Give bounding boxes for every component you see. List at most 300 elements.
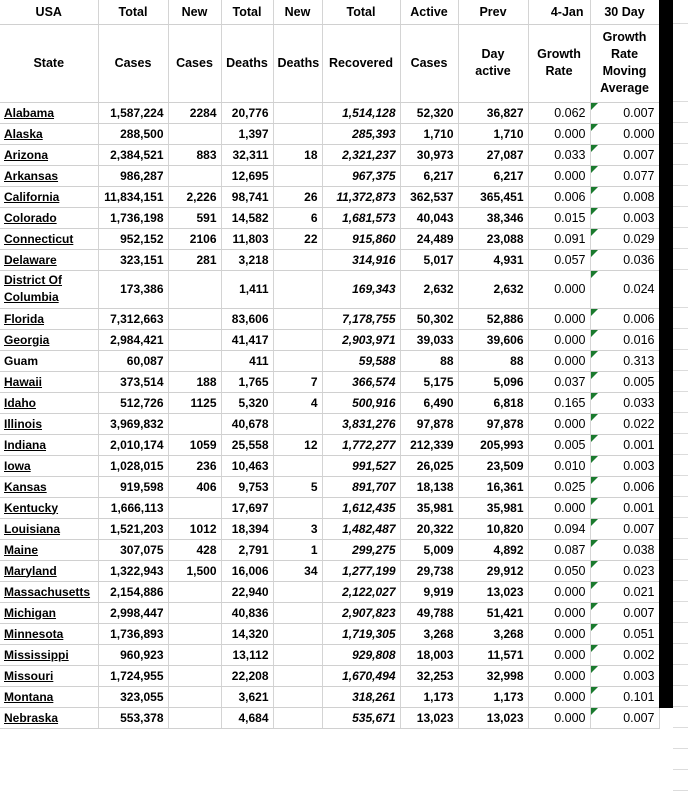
cell-total_cases[interactable]: 1,028,015	[98, 455, 168, 476]
cell-new_deaths[interactable]	[273, 665, 322, 686]
empty-cell[interactable]	[673, 497, 688, 518]
empty-cell[interactable]	[673, 207, 688, 228]
cell-total_recovered[interactable]: 169,343	[322, 270, 400, 308]
state-link[interactable]: California	[4, 189, 60, 204]
empty-cell[interactable]	[673, 102, 688, 123]
cell-new_deaths[interactable]	[273, 413, 322, 434]
cell-new_deaths[interactable]: 5	[273, 476, 322, 497]
cell-total_deaths[interactable]: 83,606	[221, 308, 273, 329]
cell-new_deaths[interactable]	[273, 123, 322, 144]
cell-growth_rate_ma[interactable]	[590, 228, 659, 249]
cell-total_deaths[interactable]: 14,582	[221, 207, 273, 228]
cell-new_deaths[interactable]: 26	[273, 186, 322, 207]
cell-growth_rate[interactable]: 0.050	[528, 560, 590, 581]
cell-growth_rate_ma[interactable]	[590, 329, 659, 350]
empty-cell[interactable]	[673, 770, 688, 791]
column-header-new_deaths[interactable]: Deaths	[273, 24, 322, 102]
cell-growth_rate[interactable]: 0.015	[528, 207, 590, 228]
cell-prev_day_active[interactable]: 365,451	[458, 186, 528, 207]
cell-prev_day_active[interactable]: 4,892	[458, 539, 528, 560]
cell-total_cases[interactable]: 960,923	[98, 644, 168, 665]
cell-new_cases[interactable]: 1,500	[168, 560, 221, 581]
cell-new_deaths[interactable]	[273, 497, 322, 518]
cell-total_recovered[interactable]: 299,275	[322, 539, 400, 560]
cell-growth_rate[interactable]: 0.025	[528, 476, 590, 497]
cell-total_cases[interactable]: 288,500	[98, 123, 168, 144]
cell-total_deaths[interactable]: 13,112	[221, 644, 273, 665]
cell-growth_rate_ma[interactable]	[590, 308, 659, 329]
state-link[interactable]: Minnesota	[4, 626, 64, 641]
cell-total_recovered[interactable]: 967,375	[322, 165, 400, 186]
cell-growth_rate_ma[interactable]	[590, 539, 659, 560]
cell-total_cases[interactable]: 1,736,198	[98, 207, 168, 228]
cell-growth_rate[interactable]: 0.057	[528, 249, 590, 270]
column-header-prev_day_active[interactable]: Day active	[458, 24, 528, 102]
empty-cell[interactable]	[673, 728, 688, 749]
cell-growth_rate[interactable]: 0.062	[528, 102, 590, 123]
cell-prev_day_active[interactable]: 36,827	[458, 102, 528, 123]
cell-total_cases[interactable]: 307,075	[98, 539, 168, 560]
empty-cell[interactable]	[673, 476, 688, 497]
state-link[interactable]: Iowa	[4, 458, 31, 473]
cell-total_cases[interactable]: 323,151	[98, 249, 168, 270]
cell-prev_day_active[interactable]: 3,268	[458, 623, 528, 644]
state-cell[interactable]	[0, 371, 98, 392]
cell-prev_day_active[interactable]: 5,096	[458, 371, 528, 392]
state-cell[interactable]	[0, 560, 98, 581]
cell-growth_rate[interactable]: 0.094	[528, 518, 590, 539]
empty-cell[interactable]	[673, 24, 688, 102]
cell-total_deaths[interactable]: 25,558	[221, 434, 273, 455]
cell-growth_rate[interactable]: 0.091	[528, 228, 590, 249]
cell-new_deaths[interactable]	[273, 329, 322, 350]
cell-growth_rate[interactable]: 0.037	[528, 371, 590, 392]
state-cell[interactable]	[0, 686, 98, 707]
cell-growth_rate_ma[interactable]	[590, 623, 659, 644]
cell-growth_rate_ma[interactable]	[590, 686, 659, 707]
cell-growth_rate_ma[interactable]	[590, 665, 659, 686]
cell-active_cases[interactable]: 50,302	[400, 308, 458, 329]
cell-new_deaths[interactable]	[273, 686, 322, 707]
cell-prev_day_active[interactable]: 38,346	[458, 207, 528, 228]
cell-total_deaths[interactable]: 40,836	[221, 602, 273, 623]
cell-growth_rate[interactable]: 0.000	[528, 644, 590, 665]
state-cell[interactable]	[0, 308, 98, 329]
state-link[interactable]: Maryland	[4, 563, 57, 578]
cell-total_cases[interactable]: 3,969,832	[98, 413, 168, 434]
cell-growth_rate[interactable]: 0.000	[528, 270, 590, 308]
cell-total_deaths[interactable]: 16,006	[221, 560, 273, 581]
empty-cell[interactable]	[673, 644, 688, 665]
state-link[interactable]: Louisiana	[4, 521, 61, 536]
cell-total_recovered[interactable]: 11,372,873	[322, 186, 400, 207]
cell-prev_day_active[interactable]: 10,820	[458, 518, 528, 539]
state-cell[interactable]	[0, 207, 98, 228]
cell-total_recovered[interactable]: 1,277,199	[322, 560, 400, 581]
cell-new_cases[interactable]	[168, 644, 221, 665]
cell-prev_day_active[interactable]: 51,421	[458, 602, 528, 623]
state-link[interactable]: Florida	[4, 311, 45, 326]
cell-growth_rate[interactable]: 0.000	[528, 123, 590, 144]
cell-total_recovered[interactable]: 500,916	[322, 392, 400, 413]
cell-total_deaths[interactable]: 1,765	[221, 371, 273, 392]
cell-growth_rate[interactable]: 0.000	[528, 308, 590, 329]
state-link[interactable]: Arkansas	[4, 168, 59, 183]
state-cell[interactable]	[0, 497, 98, 518]
state-link[interactable]: Nebraska	[4, 710, 59, 725]
state-link[interactable]: Georgia	[4, 332, 50, 347]
cell-total_cases[interactable]: 919,598	[98, 476, 168, 497]
cell-total_deaths[interactable]: 98,741	[221, 186, 273, 207]
cell-new_cases[interactable]: 1125	[168, 392, 221, 413]
cell-prev_day_active[interactable]: 205,993	[458, 434, 528, 455]
cell-growth_rate_ma[interactable]	[590, 249, 659, 270]
cell-new_cases[interactable]	[168, 123, 221, 144]
cell-growth_rate[interactable]: 0.006	[528, 186, 590, 207]
state-cell[interactable]	[0, 707, 98, 728]
cell-total_cases[interactable]: 1,724,955	[98, 665, 168, 686]
cell-active_cases[interactable]: 40,043	[400, 207, 458, 228]
cell-prev_day_active[interactable]: 32,998	[458, 665, 528, 686]
cell-total_deaths[interactable]: 40,678	[221, 413, 273, 434]
state-cell[interactable]	[0, 602, 98, 623]
state-cell[interactable]	[0, 123, 98, 144]
cell-total_deaths[interactable]: 22,940	[221, 581, 273, 602]
cell-growth_rate[interactable]: 0.005	[528, 434, 590, 455]
cell-total_cases[interactable]: 553,378	[98, 707, 168, 728]
cell-active_cases[interactable]: 39,033	[400, 329, 458, 350]
cell-new_cases[interactable]	[168, 665, 221, 686]
cell-total_deaths[interactable]: 32,311	[221, 144, 273, 165]
empty-cell[interactable]	[673, 0, 688, 24]
cell-growth_rate_ma[interactable]	[590, 560, 659, 581]
state-cell[interactable]	[0, 581, 98, 602]
cell-total_cases[interactable]: 323,055	[98, 686, 168, 707]
cell-active_cases[interactable]: 212,339	[400, 434, 458, 455]
cell-active_cases[interactable]: 26,025	[400, 455, 458, 476]
cell-active_cases[interactable]: 5,009	[400, 539, 458, 560]
cell-new_deaths[interactable]	[273, 644, 322, 665]
cell-total_deaths[interactable]: 3,218	[221, 249, 273, 270]
cell-new_cases[interactable]	[168, 308, 221, 329]
cell-new_deaths[interactable]: 22	[273, 228, 322, 249]
cell-growth_rate[interactable]: 0.000	[528, 581, 590, 602]
cell-growth_rate[interactable]: 0.087	[528, 539, 590, 560]
cell-growth_rate_ma[interactable]	[590, 392, 659, 413]
cell-growth_rate[interactable]: 0.000	[528, 350, 590, 371]
empty-cell[interactable]	[673, 413, 688, 434]
cell-growth_rate_ma[interactable]	[590, 270, 659, 308]
cell-new_deaths[interactable]: 3	[273, 518, 322, 539]
cell-new_cases[interactable]: 1012	[168, 518, 221, 539]
cell-total_recovered[interactable]: 535,671	[322, 707, 400, 728]
cell-new_cases[interactable]	[168, 497, 221, 518]
cell-total_deaths[interactable]: 41,417	[221, 329, 273, 350]
cell-prev_day_active[interactable]: 88	[458, 350, 528, 371]
cell-growth_rate[interactable]: 0.000	[528, 707, 590, 728]
cell-growth_rate[interactable]: 0.000	[528, 413, 590, 434]
cell-active_cases[interactable]: 29,738	[400, 560, 458, 581]
state-link[interactable]: Alabama	[4, 105, 55, 120]
cell-total_cases[interactable]: 1,666,113	[98, 497, 168, 518]
cell-new_cases[interactable]: 591	[168, 207, 221, 228]
cell-new_cases[interactable]: 281	[168, 249, 221, 270]
cell-new_deaths[interactable]	[273, 623, 322, 644]
state-link[interactable]: Kentucky	[4, 500, 59, 515]
empty-cell[interactable]	[673, 602, 688, 623]
empty-cell[interactable]	[673, 455, 688, 476]
cell-active_cases[interactable]: 5,017	[400, 249, 458, 270]
cell-total_cases[interactable]: 7,312,663	[98, 308, 168, 329]
cell-new_cases[interactable]	[168, 350, 221, 371]
column-header-active_cases[interactable]: Cases	[400, 24, 458, 102]
empty-cell[interactable]	[673, 308, 688, 329]
cell-growth_rate_ma[interactable]	[590, 602, 659, 623]
empty-cell[interactable]	[673, 329, 688, 350]
cell-total_recovered[interactable]: 2,903,971	[322, 329, 400, 350]
cell-growth_rate[interactable]: 0.010	[528, 455, 590, 476]
column-header-growth_rate_ma[interactable]: Growth Rate Moving Average	[590, 24, 659, 102]
cell-total_recovered[interactable]: 318,261	[322, 686, 400, 707]
empty-cell[interactable]	[673, 707, 688, 728]
cell-total_cases[interactable]: 2,984,421	[98, 329, 168, 350]
state-cell[interactable]	[0, 102, 98, 123]
cell-active_cases[interactable]: 32,253	[400, 665, 458, 686]
state-link[interactable]: Idaho	[4, 395, 36, 410]
cell-growth_rate_ma[interactable]	[590, 455, 659, 476]
cell-active_cases[interactable]: 362,537	[400, 186, 458, 207]
cell-growth_rate_ma[interactable]	[590, 644, 659, 665]
state-cell[interactable]	[0, 455, 98, 476]
cell-total_recovered[interactable]: 1,681,573	[322, 207, 400, 228]
cell-total_recovered[interactable]: 891,707	[322, 476, 400, 497]
cell-total_deaths[interactable]: 10,463	[221, 455, 273, 476]
cell-total_recovered[interactable]: 929,808	[322, 644, 400, 665]
cell-new_cases[interactable]	[168, 270, 221, 308]
cell-new_cases[interactable]: 1059	[168, 434, 221, 455]
cell-growth_rate[interactable]: 0.000	[528, 665, 590, 686]
cell-total_cases[interactable]: 952,152	[98, 228, 168, 249]
state-link[interactable]: Montana	[4, 689, 54, 704]
cell-total_cases[interactable]: 986,287	[98, 165, 168, 186]
cell-active_cases[interactable]: 20,322	[400, 518, 458, 539]
cell-active_cases[interactable]: 24,489	[400, 228, 458, 249]
cell-prev_day_active[interactable]: 29,912	[458, 560, 528, 581]
cell-active_cases[interactable]: 35,981	[400, 497, 458, 518]
state-link[interactable]: Michigan	[4, 605, 57, 620]
cell-growth_rate_ma[interactable]	[590, 707, 659, 728]
cell-new_deaths[interactable]	[273, 707, 322, 728]
cell-new_cases[interactable]: 406	[168, 476, 221, 497]
cell-active_cases[interactable]: 97,878	[400, 413, 458, 434]
cell-total_recovered[interactable]: 2,122,027	[322, 581, 400, 602]
state-link[interactable]: Indiana	[4, 437, 47, 452]
column-header-new_cases[interactable]: Cases	[168, 24, 221, 102]
cell-new_cases[interactable]: 236	[168, 455, 221, 476]
cell-total_cases[interactable]: 512,726	[98, 392, 168, 413]
cell-prev_day_active[interactable]: 1,173	[458, 686, 528, 707]
cell-total_deaths[interactable]: 14,320	[221, 623, 273, 644]
cell-prev_day_active[interactable]: 97,878	[458, 413, 528, 434]
state-cell[interactable]	[0, 644, 98, 665]
cell-total_recovered[interactable]: 2,321,237	[322, 144, 400, 165]
cell-total_deaths[interactable]: 5,320	[221, 392, 273, 413]
cell-growth_rate_ma[interactable]	[590, 186, 659, 207]
cell-new_deaths[interactable]: 4	[273, 392, 322, 413]
cell-active_cases[interactable]: 88	[400, 350, 458, 371]
cell-new_cases[interactable]	[168, 623, 221, 644]
state-link[interactable]: Maine	[4, 542, 39, 557]
state-cell[interactable]	[0, 539, 98, 560]
cell-growth_rate_ma[interactable]	[590, 165, 659, 186]
cell-total_deaths[interactable]: 1,411	[221, 270, 273, 308]
cell-active_cases[interactable]: 3,268	[400, 623, 458, 644]
state-cell[interactable]	[0, 665, 98, 686]
state-cell[interactable]	[0, 228, 98, 249]
cell-growth_rate_ma[interactable]	[590, 371, 659, 392]
cell-new_deaths[interactable]: 12	[273, 434, 322, 455]
cell-new_deaths[interactable]	[273, 581, 322, 602]
column-header-state[interactable]: State	[0, 24, 98, 102]
state-link[interactable]: Kansas	[4, 479, 47, 494]
cell-prev_day_active[interactable]: 27,087	[458, 144, 528, 165]
cell-active_cases[interactable]: 1,710	[400, 123, 458, 144]
cell-new_cases[interactable]	[168, 686, 221, 707]
cell-total_deaths[interactable]: 18,394	[221, 518, 273, 539]
cell-new_deaths[interactable]: 18	[273, 144, 322, 165]
cell-total_cases[interactable]: 1,521,203	[98, 518, 168, 539]
cell-total_cases[interactable]: 11,834,151	[98, 186, 168, 207]
empty-cell[interactable]	[673, 623, 688, 644]
empty-cell[interactable]	[673, 686, 688, 707]
empty-cell[interactable]	[673, 560, 688, 581]
cell-total_recovered[interactable]: 915,860	[322, 228, 400, 249]
cell-new_deaths[interactable]	[273, 270, 322, 308]
cell-active_cases[interactable]: 6,490	[400, 392, 458, 413]
cell-active_cases[interactable]: 5,175	[400, 371, 458, 392]
column-header-total_deaths[interactable]: Deaths	[221, 24, 273, 102]
cell-prev_day_active[interactable]: 13,023	[458, 581, 528, 602]
cell-growth_rate[interactable]: 0.000	[528, 329, 590, 350]
cell-total_deaths[interactable]: 20,776	[221, 102, 273, 123]
empty-cell[interactable]	[673, 518, 688, 539]
cell-new_cases[interactable]	[168, 329, 221, 350]
cell-total_deaths[interactable]: 11,803	[221, 228, 273, 249]
cell-new_deaths[interactable]: 1	[273, 539, 322, 560]
cell-total_deaths[interactable]: 411	[221, 350, 273, 371]
state-cell[interactable]	[0, 270, 98, 308]
empty-cell[interactable]	[673, 270, 688, 308]
state-link[interactable]: Arizona	[4, 147, 49, 162]
cell-total_cases[interactable]: 2,010,174	[98, 434, 168, 455]
cell-new_deaths[interactable]	[273, 249, 322, 270]
empty-cell[interactable]	[673, 165, 688, 186]
cell-new_cases[interactable]: 2284	[168, 102, 221, 123]
cell-growth_rate[interactable]: 0.000	[528, 686, 590, 707]
cell-prev_day_active[interactable]: 11,571	[458, 644, 528, 665]
empty-cell[interactable]	[673, 144, 688, 165]
cell-total_recovered[interactable]: 3,831,276	[322, 413, 400, 434]
cell-new_deaths[interactable]	[273, 455, 322, 476]
cell-total_recovered[interactable]: 1,719,305	[322, 623, 400, 644]
cell-active_cases[interactable]: 9,919	[400, 581, 458, 602]
cell-growth_rate_ma[interactable]	[590, 207, 659, 228]
state-cell[interactable]	[0, 623, 98, 644]
cell-growth_rate[interactable]: 0.165	[528, 392, 590, 413]
cell-total_deaths[interactable]: 22,208	[221, 665, 273, 686]
cell-growth_rate[interactable]: 0.000	[528, 497, 590, 518]
cell-new_cases[interactable]: 2,226	[168, 186, 221, 207]
cell-total_cases[interactable]: 2,154,886	[98, 581, 168, 602]
cell-total_recovered[interactable]: 1,772,277	[322, 434, 400, 455]
cell-total_recovered[interactable]: 7,178,755	[322, 308, 400, 329]
empty-cell[interactable]	[673, 665, 688, 686]
cell-growth_rate[interactable]: 0.000	[528, 165, 590, 186]
cell-new_deaths[interactable]	[273, 102, 322, 123]
cell-prev_day_active[interactable]: 35,981	[458, 497, 528, 518]
empty-cell[interactable]	[673, 123, 688, 144]
state-cell[interactable]	[0, 186, 98, 207]
cell-new_cases[interactable]: 2106	[168, 228, 221, 249]
cell-active_cases[interactable]: 49,788	[400, 602, 458, 623]
cell-growth_rate[interactable]: 0.033	[528, 144, 590, 165]
cell-active_cases[interactable]: 13,023	[400, 707, 458, 728]
state-cell[interactable]	[0, 144, 98, 165]
empty-cell[interactable]	[673, 749, 688, 770]
state-link[interactable]: Massachusetts	[4, 584, 91, 599]
cell-total_recovered[interactable]: 285,393	[322, 123, 400, 144]
cell-new_cases[interactable]	[168, 581, 221, 602]
state-cell[interactable]	[0, 350, 98, 371]
cell-total_recovered[interactable]: 1,514,128	[322, 102, 400, 123]
cell-total_deaths[interactable]: 3,621	[221, 686, 273, 707]
cell-total_cases[interactable]: 173,386	[98, 270, 168, 308]
cell-total_recovered[interactable]: 2,907,823	[322, 602, 400, 623]
cell-total_cases[interactable]: 373,514	[98, 371, 168, 392]
state-link[interactable]: Connecticut	[4, 231, 74, 246]
empty-cell[interactable]	[673, 350, 688, 371]
state-link[interactable]: Delaware	[4, 252, 57, 267]
cell-growth_rate_ma[interactable]	[590, 434, 659, 455]
cell-new_deaths[interactable]: 34	[273, 560, 322, 581]
cell-growth_rate_ma[interactable]	[590, 518, 659, 539]
empty-cell[interactable]	[673, 392, 688, 413]
cell-new_deaths[interactable]: 7	[273, 371, 322, 392]
cell-total_cases[interactable]: 1,587,224	[98, 102, 168, 123]
cell-total_deaths[interactable]: 1,397	[221, 123, 273, 144]
cell-new_deaths[interactable]	[273, 308, 322, 329]
empty-cell[interactable]	[673, 228, 688, 249]
cell-active_cases[interactable]: 52,320	[400, 102, 458, 123]
cell-total_deaths[interactable]: 4,684	[221, 707, 273, 728]
cell-growth_rate_ma[interactable]	[590, 413, 659, 434]
cell-new_cases[interactable]: 188	[168, 371, 221, 392]
empty-cell[interactable]	[673, 581, 688, 602]
column-header-total_cases[interactable]: Cases	[98, 24, 168, 102]
cell-prev_day_active[interactable]: 6,818	[458, 392, 528, 413]
cell-new_cases[interactable]	[168, 602, 221, 623]
state-link[interactable]: Colorado	[4, 210, 57, 225]
empty-cell[interactable]	[673, 371, 688, 392]
cell-prev_day_active[interactable]: 16,361	[458, 476, 528, 497]
empty-cell[interactable]	[673, 539, 688, 560]
cell-growth_rate_ma[interactable]	[590, 497, 659, 518]
cell-growth_rate[interactable]: 0.000	[528, 623, 590, 644]
cell-growth_rate_ma[interactable]	[590, 144, 659, 165]
cell-total_recovered[interactable]: 59,588	[322, 350, 400, 371]
state-link[interactable]: Missouri	[4, 668, 54, 683]
cell-growth_rate_ma[interactable]	[590, 476, 659, 497]
